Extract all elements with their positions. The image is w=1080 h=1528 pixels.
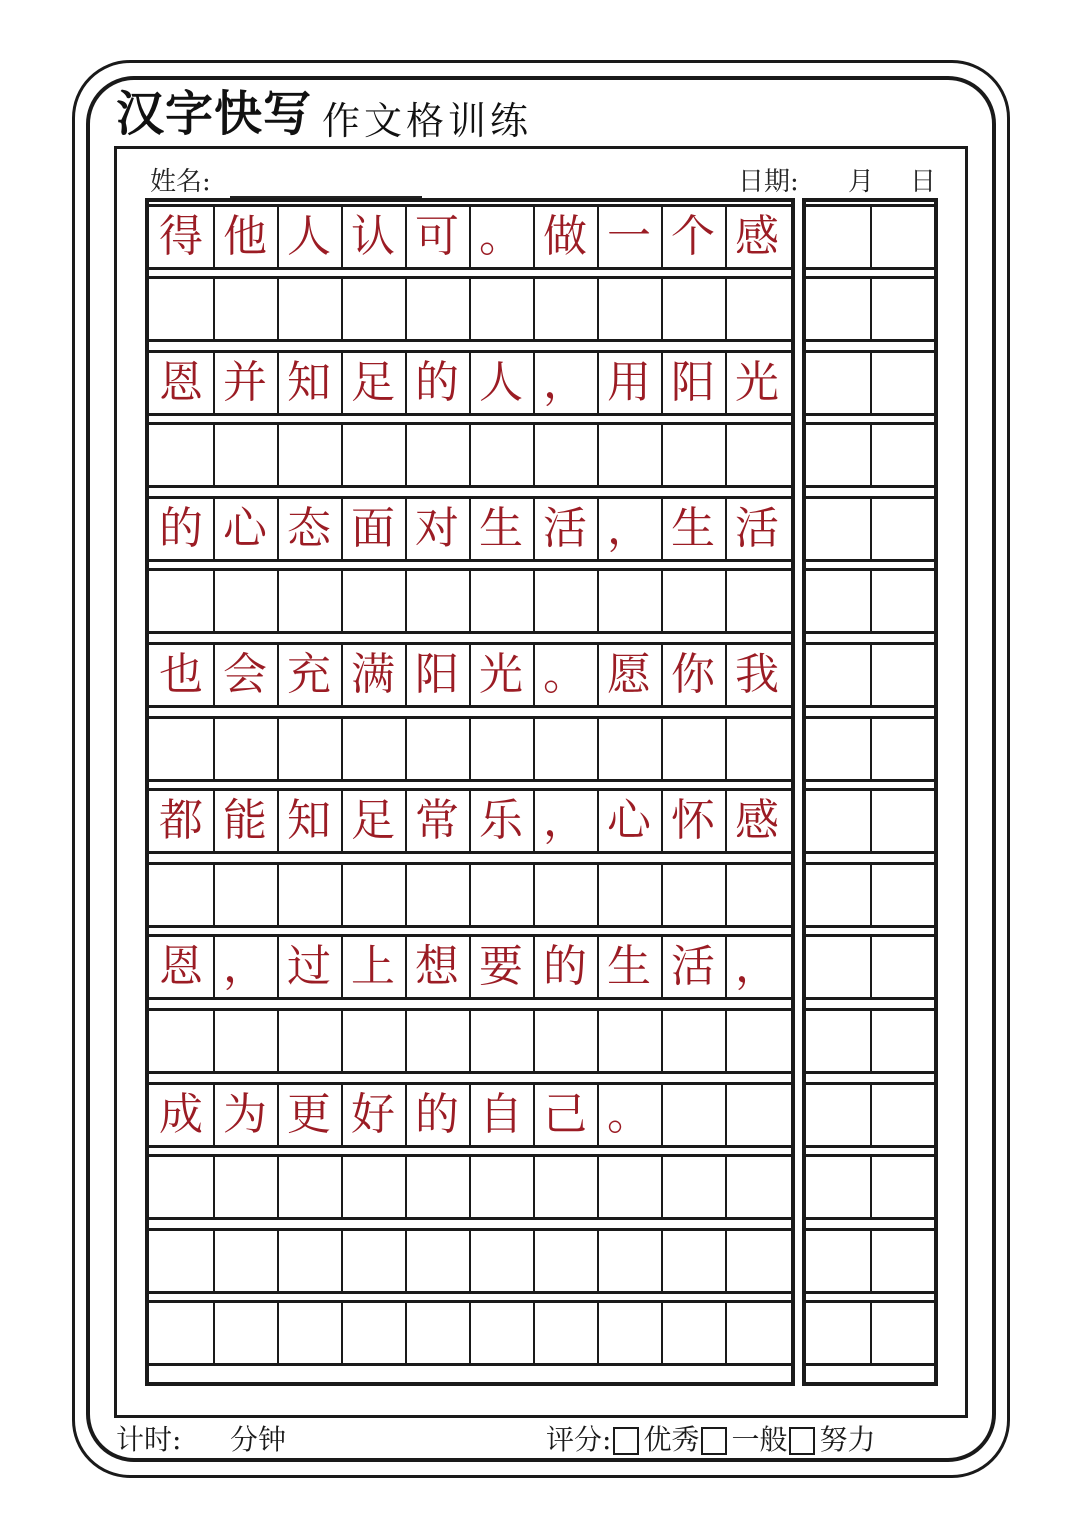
grid-cell-divider — [533, 571, 535, 631]
handwritten-char: 的 — [415, 357, 459, 408]
grid-cell-divider — [725, 1231, 727, 1291]
grid-row — [149, 1228, 791, 1294]
handwritten-char: ， — [735, 941, 779, 992]
grid-cell-divider — [341, 571, 343, 631]
handwritten-char: 心 — [607, 795, 651, 846]
handwritten-char: 的 — [159, 503, 203, 554]
handwritten-char: 感 — [735, 211, 779, 262]
side-grid-cell-divider — [870, 865, 872, 925]
handwritten-char: 愿 — [607, 649, 651, 700]
grid-cell-divider — [533, 1011, 535, 1071]
grid-cell-divider — [405, 1231, 407, 1291]
handwritten-char: ， — [607, 503, 651, 554]
handwritten-char: 都 — [159, 795, 203, 846]
grid-cell-divider — [213, 1157, 215, 1217]
grid-cell-divider — [469, 425, 471, 485]
side-grid-row — [806, 1228, 934, 1294]
grid-cell-divider — [341, 1157, 343, 1217]
option-excellent: 优秀 — [643, 1423, 700, 1456]
handwritten-char: 自 — [479, 1089, 523, 1140]
grid-cell-divider — [661, 1085, 663, 1145]
handwritten-char: 感 — [735, 795, 779, 846]
handwritten-char: 对 — [415, 503, 459, 554]
side-grid-row — [806, 716, 934, 782]
handwritten-char: 足 — [351, 357, 395, 408]
side-grid-cell-divider — [870, 791, 872, 851]
option-average: 一般 — [731, 1423, 788, 1456]
handwritten-char: 。 — [479, 211, 523, 262]
handwritten-char: 心 — [223, 503, 267, 554]
side-grid-cell-divider — [870, 1085, 872, 1145]
grid-cell-divider — [341, 279, 343, 339]
date-label: 日期: — [738, 167, 799, 197]
grid-cell-divider — [341, 1231, 343, 1291]
handwritten-char: ， — [543, 357, 587, 408]
grid-row — [149, 862, 791, 928]
side-grid-cell-divider — [870, 279, 872, 339]
handwritten-char: 常 — [415, 795, 459, 846]
grid-cell-divider — [597, 865, 599, 925]
side-grid-row — [806, 788, 934, 854]
side-grid-row — [806, 934, 934, 1000]
side-grid — [802, 198, 938, 1386]
grid-cell-divider — [597, 719, 599, 779]
grid-cell-divider — [597, 425, 599, 485]
side-grid-cell-divider — [870, 1011, 872, 1071]
grid-cell-divider — [597, 1231, 599, 1291]
side-grid-row — [806, 1008, 934, 1074]
handwritten-char: 做 — [543, 211, 587, 262]
checkbox-excellent[interactable] — [613, 1427, 639, 1455]
side-grid-cell-divider — [870, 425, 872, 485]
handwritten-char: 可 — [415, 211, 459, 262]
grid-cell-divider — [277, 571, 279, 631]
side-grid-row — [806, 642, 934, 708]
grid-cell-divider — [469, 865, 471, 925]
grid-cell-divider — [533, 425, 535, 485]
grid-row — [149, 422, 791, 488]
grid-cell-divider — [533, 865, 535, 925]
handwritten-char: 成 — [159, 1089, 203, 1140]
handwritten-char: 阳 — [671, 357, 715, 408]
handwritten-char: 用 — [607, 357, 651, 408]
grid-cell-divider — [213, 1303, 215, 1363]
grid-cell-divider — [597, 1157, 599, 1217]
handwritten-char: 恩 — [159, 357, 203, 408]
handwritten-char: 也 — [159, 649, 203, 700]
grid-cell-divider — [277, 1231, 279, 1291]
side-grid-row — [806, 568, 934, 634]
grid-cell-divider — [725, 1157, 727, 1217]
day-label: 日 — [910, 167, 937, 197]
grid-row — [149, 276, 791, 342]
handwritten-char: 。 — [543, 649, 587, 700]
handwritten-char: 一 — [607, 211, 651, 262]
handwritten-char: 知 — [287, 795, 331, 846]
handwritten-char: 认 — [351, 211, 395, 262]
side-grid-row — [806, 862, 934, 928]
grid-row — [149, 1300, 791, 1366]
grid-cell-divider — [533, 279, 535, 339]
grid-cell-divider — [213, 279, 215, 339]
grid-cell-divider — [661, 1231, 663, 1291]
grid-cell-divider — [725, 1011, 727, 1071]
grid-cell-divider — [661, 1303, 663, 1363]
handwritten-char: 人 — [479, 357, 523, 408]
grid-cell-divider — [277, 1303, 279, 1363]
grid-cell-divider — [405, 279, 407, 339]
handwritten-char: 过 — [287, 941, 331, 992]
grid-cell-divider — [405, 719, 407, 779]
grid-cell-divider — [469, 279, 471, 339]
option-effort: 努力 — [819, 1423, 876, 1456]
handwritten-char: 并 — [223, 357, 267, 408]
grid-cell-divider — [469, 1303, 471, 1363]
handwritten-char: 的 — [543, 941, 587, 992]
side-grid-row — [806, 496, 934, 562]
grid-cell-divider — [533, 719, 535, 779]
grid-row — [149, 716, 791, 782]
timer-label: 计时: — [116, 1423, 182, 1456]
grid-cell-divider — [213, 571, 215, 631]
handwritten-char: 面 — [351, 503, 395, 554]
handwritten-char: 你 — [671, 649, 715, 700]
grid-cell-divider — [213, 425, 215, 485]
side-grid-cell-divider — [870, 353, 872, 413]
minutes-label: 分钟 — [230, 1423, 287, 1456]
side-grid-row — [806, 422, 934, 488]
side-grid-row — [806, 276, 934, 342]
grid-row — [149, 1154, 791, 1220]
handwritten-char: 恩 — [159, 941, 203, 992]
handwritten-char: 他 — [223, 211, 267, 262]
grid-cell-divider — [469, 1011, 471, 1071]
handwritten-char: 知 — [287, 357, 331, 408]
handwritten-char: 我 — [735, 649, 779, 700]
handwritten-char: 。 — [607, 1089, 651, 1140]
grid-cell-divider — [405, 865, 407, 925]
grid-cell-divider — [661, 1011, 663, 1071]
name-label: 姓名: — [150, 167, 211, 197]
side-grid-row — [806, 1082, 934, 1148]
side-grid-cell-divider — [870, 1303, 872, 1363]
month-label: 月 — [848, 167, 875, 197]
handwritten-char: 活 — [735, 503, 779, 554]
side-grid-cell-divider — [870, 937, 872, 997]
grid-cell-divider — [277, 719, 279, 779]
handwritten-char: 会 — [223, 649, 267, 700]
grid-cell-divider — [725, 571, 727, 631]
grid-cell-divider — [661, 425, 663, 485]
handwritten-char: 想 — [415, 941, 459, 992]
handwritten-char: 生 — [479, 503, 523, 554]
handwritten-char: 乐 — [479, 795, 523, 846]
side-grid-cell-divider — [870, 719, 872, 779]
handwritten-char: 更 — [287, 1089, 331, 1140]
grid-cell-divider — [405, 425, 407, 485]
handwritten-char: 个 — [671, 211, 715, 262]
handwritten-char: 满 — [351, 649, 395, 700]
side-grid-cell-divider — [870, 499, 872, 559]
side-grid-row — [806, 350, 934, 416]
handwritten-char: 光 — [479, 649, 523, 700]
handwritten-char: 态 — [287, 503, 331, 554]
grid-cell-divider — [277, 1011, 279, 1071]
handwritten-char: 要 — [479, 941, 523, 992]
handwritten-char: 活 — [671, 941, 715, 992]
checkbox-effort[interactable] — [789, 1427, 815, 1455]
grid-cell-divider — [405, 1303, 407, 1363]
handwritten-char: 充 — [287, 649, 331, 700]
grid-cell-divider — [341, 1303, 343, 1363]
handwritten-char: 上 — [351, 941, 395, 992]
side-grid-cell-divider — [870, 1157, 872, 1217]
grid-cell-divider — [725, 279, 727, 339]
grid-cell-divider — [341, 865, 343, 925]
handwritten-char: 得 — [159, 211, 203, 262]
grid-cell-divider — [277, 865, 279, 925]
score-label: 评分: — [546, 1423, 612, 1456]
side-grid-cell-divider — [870, 645, 872, 705]
handwritten-char: ， — [223, 941, 267, 992]
grid-cell-divider — [277, 425, 279, 485]
side-grid-row — [806, 1300, 934, 1366]
checkbox-average[interactable] — [701, 1427, 727, 1455]
grid-cell-divider — [725, 719, 727, 779]
grid-cell-divider — [533, 1303, 535, 1363]
grid-cell-divider — [469, 719, 471, 779]
grid-cell-divider — [213, 719, 215, 779]
grid-cell-divider — [341, 425, 343, 485]
side-grid-cell-divider — [870, 571, 872, 631]
grid-row — [149, 1008, 791, 1074]
grid-cell-divider — [725, 865, 727, 925]
grid-cell-divider — [469, 1157, 471, 1217]
handwritten-char: 己 — [543, 1089, 587, 1140]
grid-cell-divider — [725, 1085, 727, 1145]
grid-cell-divider — [405, 1157, 407, 1217]
handwritten-char: 人 — [287, 211, 331, 262]
grid-cell-divider — [597, 1303, 599, 1363]
handwritten-char: 活 — [543, 503, 587, 554]
handwritten-char: 生 — [671, 503, 715, 554]
grid-cell-divider — [213, 1011, 215, 1071]
grid-cell-divider — [661, 279, 663, 339]
grid-cell-divider — [405, 571, 407, 631]
grid-cell-divider — [341, 719, 343, 779]
grid-cell-divider — [469, 571, 471, 631]
handwritten-char: 阳 — [415, 649, 459, 700]
title-subtitle: 作文格训练 — [322, 99, 533, 143]
grid-cell-divider — [277, 1157, 279, 1217]
grid-cell-divider — [277, 279, 279, 339]
grid-cell-divider — [533, 1231, 535, 1291]
handwritten-char: 的 — [415, 1089, 459, 1140]
grid-cell-divider — [597, 279, 599, 339]
handwritten-char: 光 — [735, 357, 779, 408]
handwritten-char: ， — [543, 795, 587, 846]
grid-cell-divider — [725, 425, 727, 485]
grid-row — [149, 568, 791, 634]
grid-cell-divider — [661, 571, 663, 631]
side-grid-row — [806, 1154, 934, 1220]
grid-cell-divider — [597, 1011, 599, 1071]
grid-cell-divider — [469, 1231, 471, 1291]
title-main: 汉字快写 — [116, 86, 313, 142]
grid-cell-divider — [405, 1011, 407, 1071]
grid-cell-divider — [661, 719, 663, 779]
handwritten-char: 怀 — [671, 795, 715, 846]
grid-cell-divider — [661, 1157, 663, 1217]
handwritten-char: 为 — [223, 1089, 267, 1140]
grid-cell-divider — [533, 1157, 535, 1217]
handwritten-char: 足 — [351, 795, 395, 846]
grid-cell-divider — [661, 865, 663, 925]
side-grid-row — [806, 204, 934, 270]
handwritten-char: 生 — [607, 941, 651, 992]
grid-cell-divider — [725, 1303, 727, 1363]
side-grid-cell-divider — [870, 1231, 872, 1291]
handwritten-char: 好 — [351, 1089, 395, 1140]
grid-cell-divider — [213, 1231, 215, 1291]
score-section — [546, 1418, 875, 1462]
grid-cell-divider — [597, 571, 599, 631]
grid-cell-divider — [213, 865, 215, 925]
grid-cell-divider — [341, 1011, 343, 1071]
side-grid-cell-divider — [870, 207, 872, 267]
handwritten-char: 能 — [223, 795, 267, 846]
